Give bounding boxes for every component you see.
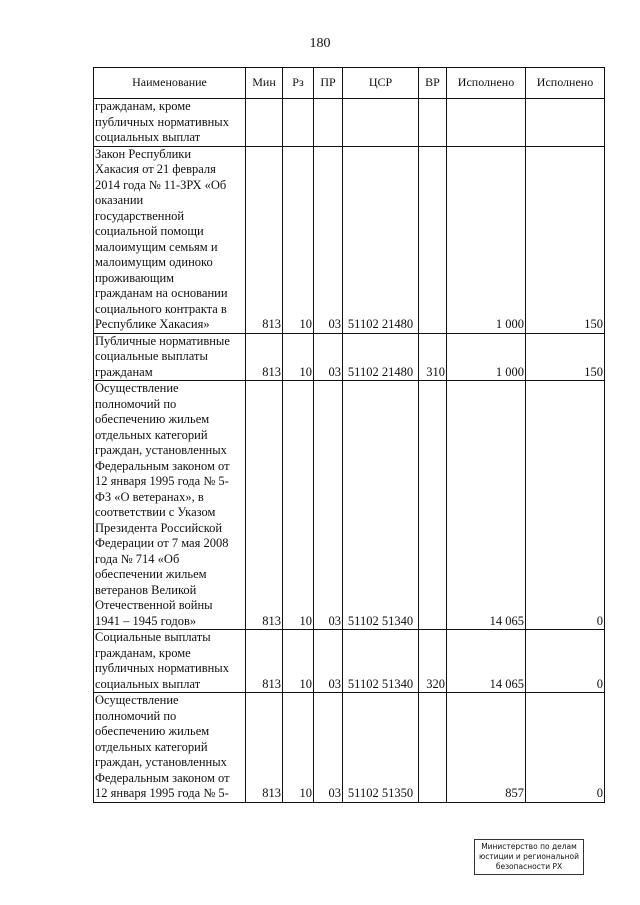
cell-min: 813 xyxy=(246,146,283,333)
table-row xyxy=(94,693,605,803)
header-pr: ПР xyxy=(314,68,343,99)
table-row xyxy=(94,99,605,147)
cell-rz: 10 xyxy=(283,693,314,803)
cell-ispolneno-1: 14 065 xyxy=(447,630,526,693)
header-csr: ЦСР xyxy=(343,68,419,99)
table-row xyxy=(94,630,605,693)
cell-ispolneno-2: 0 xyxy=(526,693,605,803)
cell-ispolneno-2: 150 xyxy=(526,146,605,333)
cell-vr: 310 xyxy=(419,333,447,381)
cell-pr: 03 xyxy=(314,333,343,381)
table-header-row xyxy=(94,68,605,99)
header-ispolneno-2: Исполнено xyxy=(526,68,605,99)
cell-pr xyxy=(314,99,343,147)
cell-pr: 03 xyxy=(314,381,343,630)
cell-min: 813 xyxy=(246,630,283,693)
cell-csr: 51102 21480 xyxy=(343,333,419,381)
budget-table xyxy=(93,67,605,803)
table-row xyxy=(94,333,605,381)
cell-csr: 51102 51340 xyxy=(343,630,419,693)
cell-rz xyxy=(283,99,314,147)
cell-name: Осуществление полномочий по обеспечению жильем отдельных категорий граждан, установленных Федеральным законом от 12 января 1995 года № 5- xyxy=(94,693,246,803)
cell-name: Социальные выплаты гражданам, кроме публичных нормативных социальных выплат xyxy=(94,630,246,693)
cell-vr: 320 xyxy=(419,630,447,693)
cell-vr xyxy=(419,693,447,803)
cell-ispolneno-2 xyxy=(526,99,605,147)
table-row xyxy=(94,146,605,333)
cell-pr: 03 xyxy=(314,693,343,803)
cell-csr: 51102 51340 xyxy=(343,381,419,630)
page-number: 180 xyxy=(309,36,331,51)
header-rz: Рз xyxy=(283,68,314,99)
header-min: Мин xyxy=(246,68,283,99)
cell-name: Публичные нормативные социальные выплаты гражданам xyxy=(94,333,246,381)
cell-csr: 51102 21480 xyxy=(343,146,419,333)
cell-ispolneno-2: 0 xyxy=(526,381,605,630)
cell-rz: 10 xyxy=(283,333,314,381)
cell-rz: 10 xyxy=(283,630,314,693)
cell-ispolneno-1 xyxy=(447,99,526,147)
cell-name: Осуществление полномочий по обеспечению жильем отдельных категорий граждан, установленных Федеральным законом от 12 января 1995 года № 5- ФЗ «О ветеранах», в соответствии с Указом Президента Российской Федерации от 7 мая 2008 года № 714 «Об обеспечении жильем ветеранов Великой Отечественной войны 1941 – 1945 годов» xyxy=(94,381,246,630)
cell-pr: 03 xyxy=(314,630,343,693)
cell-rz: 10 xyxy=(283,381,314,630)
cell-ispolneno-2: 0 xyxy=(526,630,605,693)
header-name: Наименование xyxy=(94,68,246,99)
cell-rz: 10 xyxy=(283,146,314,333)
cell-name: Закон Республики Хакасия от 21 февраля 2014 года № 11-ЗРХ «Об оказании государственной социальной помощи малоимущим семьям и малоимущим одиноко проживающим гражданам на основании социального контракта в Республике Хакасия» xyxy=(94,146,246,333)
cell-min: 813 xyxy=(246,381,283,630)
cell-ispolneno-1: 857 xyxy=(447,693,526,803)
cell-min: 813 xyxy=(246,333,283,381)
cell-vr xyxy=(419,146,447,333)
cell-csr xyxy=(343,99,419,147)
cell-ispolneno-1: 1 000 xyxy=(447,333,526,381)
cell-ispolneno-1: 1 000 xyxy=(447,146,526,333)
header-ispolneno-1: Исполнено xyxy=(447,68,526,99)
header-vr: ВР xyxy=(419,68,447,99)
cell-csr: 51102 51350 xyxy=(343,693,419,803)
cell-name: гражданам, кроме публичных нормативных социальных выплат xyxy=(94,99,246,147)
cell-ispolneno-2: 150 xyxy=(526,333,605,381)
registration-stamp: Министерство по делам юстиции и региональной безопасности РХ xyxy=(474,839,584,875)
table-row xyxy=(94,381,605,630)
cell-min: 813 xyxy=(246,693,283,803)
cell-ispolneno-1: 14 065 xyxy=(447,381,526,630)
cell-pr: 03 xyxy=(314,146,343,333)
cell-vr xyxy=(419,99,447,147)
cell-vr xyxy=(419,381,447,630)
cell-min xyxy=(246,99,283,147)
